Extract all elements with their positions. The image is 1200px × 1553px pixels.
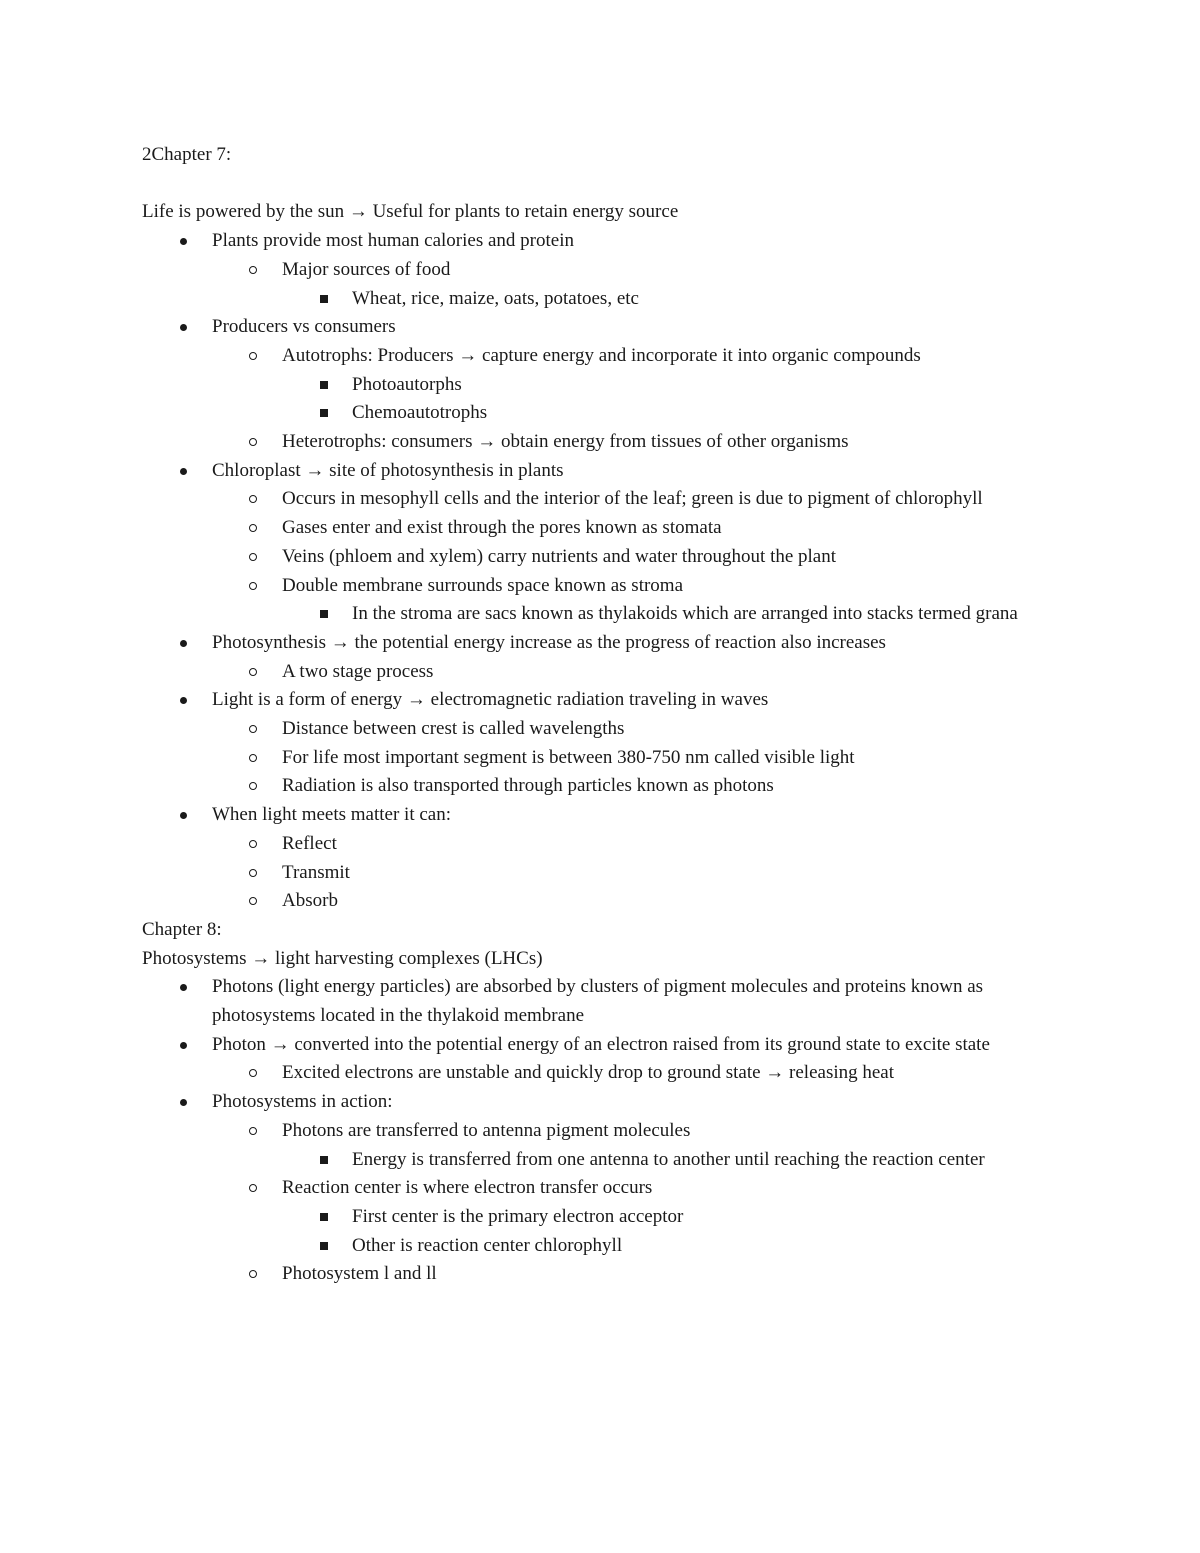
list-item-text: Wheat, rice, maize, oats, potatoes, etc	[352, 287, 639, 309]
list-item	[142, 686, 1082, 801]
list-item-text: Other is reaction center chlorophyll	[352, 1234, 623, 1256]
list-item	[282, 1203, 1082, 1232]
bullet-square-icon	[282, 371, 352, 400]
bullet-circle-icon	[212, 1174, 282, 1203]
bullet-circle-icon	[212, 485, 282, 514]
list-item-text: Transmit	[282, 861, 350, 883]
bullet-disc-icon	[142, 457, 212, 486]
list-item-text: Occurs in mesophyll cells and the interior of the leaf; green is due to pigment of chlorophyll	[282, 488, 983, 510]
bullet-circle-icon	[212, 428, 282, 457]
bullet-circle-icon	[212, 514, 282, 543]
bullet-disc-icon	[142, 973, 212, 1002]
list-item	[212, 514, 1082, 543]
bullet-disc-icon	[142, 313, 212, 342]
chapter-7-intro: Life is powered by the sun → Useful for plants to retain energy source	[142, 201, 679, 223]
bullet-circle-icon	[212, 715, 282, 744]
list-item	[142, 1088, 1082, 1289]
list-item-text: Producers vs consumers	[212, 316, 396, 338]
sub-list	[212, 342, 1082, 457]
list-item	[282, 399, 1082, 428]
sub-list	[212, 1059, 1082, 1088]
list-item-text: For life most important segment is between 380-750 nm called visible light	[282, 746, 855, 768]
list-item-text: Photoautorphs	[352, 373, 462, 395]
list-item	[212, 1260, 1082, 1289]
list-item-text: Gases enter and exist through the pores known as stomata	[282, 517, 722, 539]
list-item-text: Veins (phloem and xylem) carry nutrients and water throughout the plant	[282, 545, 837, 567]
bullet-circle-icon	[212, 830, 282, 859]
list-item	[212, 1059, 1082, 1088]
list-item	[212, 859, 1082, 888]
list-item-text: Autotrophs: Producers → capture energy and incorporate it into organic compounds	[282, 344, 921, 366]
list-item-text: Reflect	[282, 832, 337, 854]
list-item-text: Light is a form of energy → electromagnetic radiation traveling in waves	[212, 689, 769, 711]
list-item	[212, 1174, 1082, 1260]
list-item	[282, 285, 1082, 314]
list-item-text: Radiation is also transported through particles known as photons	[282, 775, 774, 797]
list-item	[212, 830, 1082, 859]
list-item	[212, 715, 1082, 744]
list-item-text: Reaction center is where electron transfer occurs	[282, 1177, 653, 1199]
list-item	[142, 973, 1082, 1030]
list-item-text: Double membrane surrounds space known as stroma	[282, 574, 684, 596]
list-item-text: Photosystem l and ll	[282, 1263, 437, 1285]
bullet-circle-icon	[212, 744, 282, 773]
list-item-text: Heterotrophs: consumers → obtain energy from tissues of other organisms	[282, 431, 849, 453]
bullet-circle-icon	[212, 1260, 282, 1289]
bullet-disc-icon	[142, 227, 212, 256]
list-item	[282, 1146, 1082, 1175]
bullet-circle-icon	[212, 859, 282, 888]
list-item	[212, 744, 1082, 773]
chapter-8-list	[142, 973, 1082, 1289]
list-item-text: In the stroma are sacs known as thylakoids which are arranged into stacks termed grana	[352, 603, 1018, 625]
sub-sub-list	[282, 600, 1082, 629]
bullet-circle-icon	[212, 658, 282, 687]
list-item	[282, 600, 1082, 629]
list-item-text: Photosynthesis → the potential energy increase as the progress of reaction also increases	[212, 631, 886, 653]
chapter-8-heading: Chapter 8:	[142, 918, 222, 940]
list-item	[212, 887, 1082, 916]
list-item-text: Chemoautotrophs	[352, 402, 488, 424]
list-item	[212, 342, 1082, 428]
bullet-square-icon	[282, 285, 352, 314]
sub-sub-list	[282, 371, 1082, 428]
bullet-square-icon	[282, 600, 352, 629]
chapter-8-intro: Photosystems → light harvesting complexes (LHCs)	[142, 947, 543, 969]
bullet-circle-icon	[212, 256, 282, 285]
list-item	[142, 1031, 1082, 1088]
list-item	[212, 543, 1082, 572]
list-item	[142, 801, 1082, 916]
list-item-text: Photon → converted into the potential energy of an electron raised from its ground state to excite state	[212, 1033, 990, 1055]
bullet-square-icon	[282, 1203, 352, 1232]
sub-list	[212, 658, 1082, 687]
list-item-text: Photons are transferred to antenna pigment molecules	[282, 1119, 691, 1141]
list-item-text: Energy is transferred from one antenna to another until reaching the reaction center	[352, 1148, 985, 1170]
list-item	[282, 1232, 1082, 1261]
bullet-circle-icon	[212, 887, 282, 916]
chapter-7-list	[142, 227, 1082, 916]
sub-list	[212, 485, 1082, 629]
list-item-text: Photosystems in action:	[212, 1091, 393, 1113]
bullet-square-icon	[282, 399, 352, 428]
list-item-text: Excited electrons are unstable and quickly drop to ground state → releasing heat	[282, 1062, 895, 1084]
bullet-circle-icon	[212, 1059, 282, 1088]
bullet-circle-icon	[212, 572, 282, 601]
list-item-text: First center is the primary electron acceptor	[352, 1206, 684, 1227]
list-item	[212, 772, 1082, 801]
list-item	[142, 313, 1082, 457]
bullet-disc-icon	[142, 1088, 212, 1117]
list-item	[212, 485, 1082, 514]
bullet-square-icon	[282, 1146, 352, 1175]
bullet-disc-icon	[142, 629, 212, 658]
sub-sub-list	[282, 1203, 1082, 1260]
list-item	[212, 256, 1082, 313]
list-item-text: Absorb	[282, 890, 338, 912]
list-item	[142, 629, 1082, 686]
list-item	[142, 227, 1082, 313]
list-item-text: Plants provide most human calories and protein	[212, 230, 574, 252]
sub-sub-list	[282, 1146, 1082, 1175]
sub-sub-list	[282, 285, 1082, 314]
list-item-text: Chloroplast → site of photosynthesis in plants	[212, 459, 564, 481]
list-item	[212, 572, 1082, 629]
bullet-circle-icon	[212, 1117, 282, 1146]
list-item	[142, 457, 1082, 629]
list-item-text: Photons (light energy particles) are absorbed by clusters of pigment molecules and proteins known as photosystems located in the thylakoid membrane	[212, 976, 984, 1027]
sub-list	[212, 1117, 1082, 1289]
list-item	[282, 371, 1082, 400]
sub-list	[212, 830, 1082, 916]
list-item-text: When light meets matter it can:	[212, 804, 452, 826]
list-item-text: A two stage process	[282, 660, 434, 682]
bullet-circle-icon	[212, 772, 282, 801]
bullet-disc-icon	[142, 801, 212, 830]
list-item-text: Major sources of food	[282, 258, 451, 280]
blank-line	[142, 170, 1082, 199]
bullet-circle-icon	[212, 342, 282, 371]
list-item	[212, 428, 1082, 457]
bullet-disc-icon	[142, 1031, 212, 1060]
sub-list	[212, 256, 1082, 313]
list-item	[212, 1117, 1082, 1174]
bullet-circle-icon	[212, 543, 282, 572]
chapter-7-heading: 2Chapter 7:	[142, 144, 232, 165]
list-item	[212, 658, 1082, 687]
bullet-disc-icon	[142, 686, 212, 715]
sub-list	[212, 715, 1082, 801]
bullet-square-icon	[282, 1232, 352, 1261]
list-item-text: Distance between crest is called wavelengths	[282, 718, 625, 740]
document-page	[142, 141, 1082, 1289]
